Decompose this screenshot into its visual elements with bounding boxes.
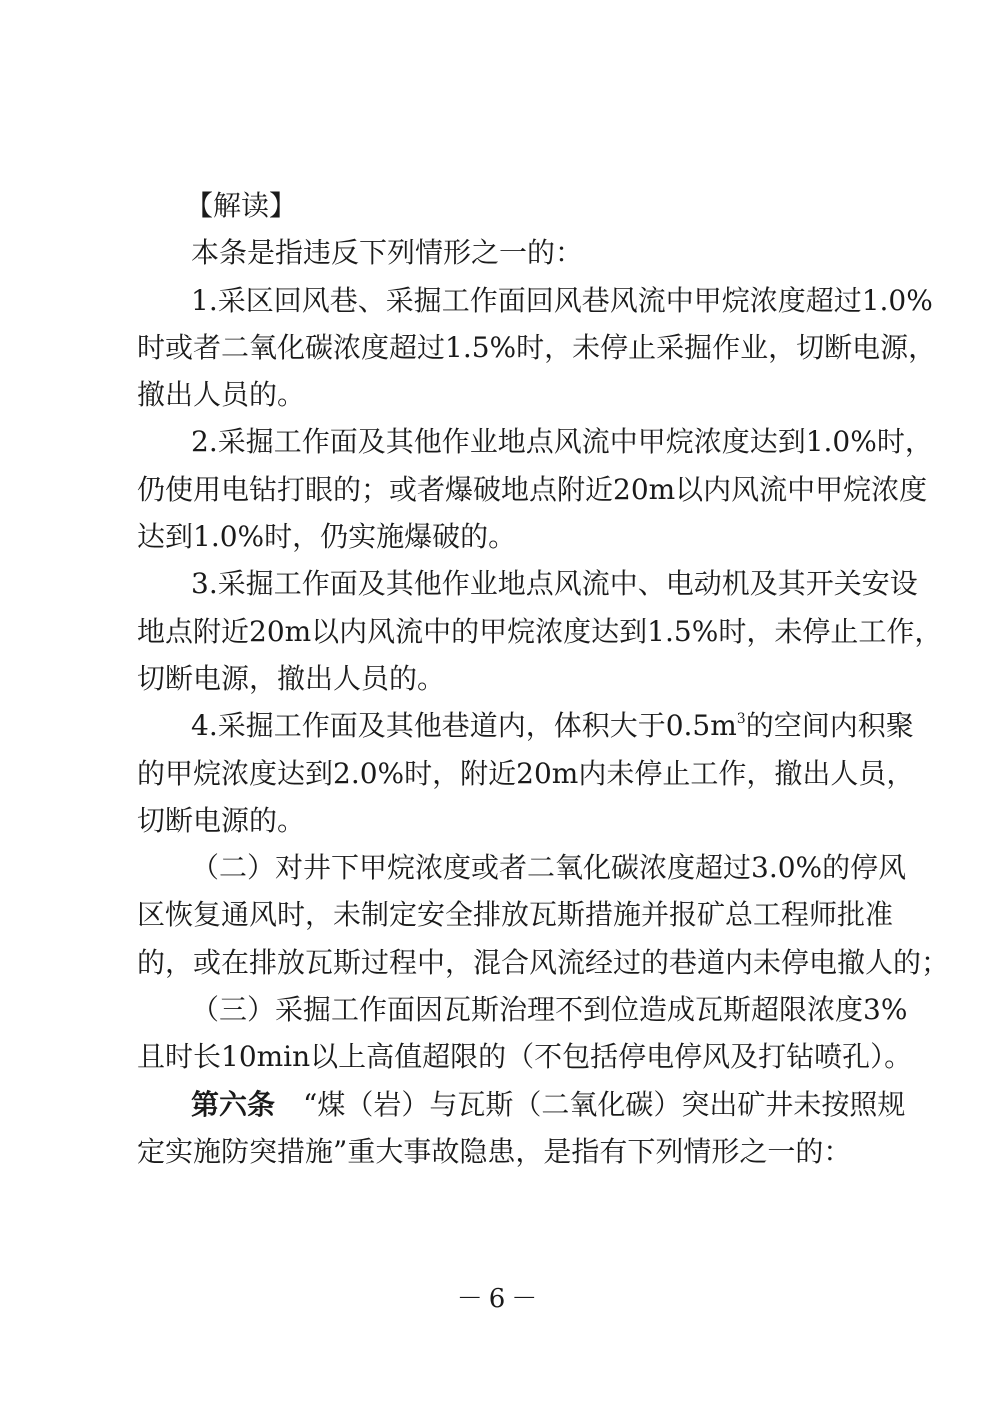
article6-line2: 定实施防突措施”重大事故隐患，是指有下列情形之一的： [137,1134,852,1168]
item4-line3: 切断电源的。 [137,803,306,837]
item4-line1-before: 4.采掘工作面及其他巷道内，体积大于0.5m [191,709,737,743]
item2-line1: 2.采掘工作面及其他作业地点风流中甲烷浓度达到1.0%时， [191,425,933,459]
clause2-line1: （二）对井下甲烷浓度或者二氧化碳浓度超过3.0%的停风 [191,851,907,885]
item4-line1 [137,702,914,749]
item3-line2: 地点附近20m以内风流中的甲烷浓度达到1.5%时，未停止工作， [137,614,943,648]
cubic-superscript: 3 [736,711,746,728]
clause3-line1: （三）采掘工作面因瓦斯治理不到位造成瓦斯超限浓度3% [191,993,908,1027]
item2-line3: 达到1.0%时，仍实施爆破的。 [137,520,517,554]
item1-line1: 1.采区回风巷、采掘工作面回风巷风流中甲烷浓度超过1.0% [191,283,933,317]
item4-line2: 的甲烷浓度达到2.0%时，附近20m内未停止工作，撤出人员， [137,756,915,790]
clause2-line2: 区恢复通风时，未制定安全排放瓦斯措施并报矿总工程师批准 [137,898,894,932]
clause3-line2: 且时长10min以上高值超限的（不包括停电停风及打钻喷孔）。 [137,1040,913,1074]
item2-line2: 仍使用电钻打眼的；或者爆破地点附近20m以内风流中甲烷浓度 [137,472,928,506]
article6-label: 第六条 [191,1087,276,1121]
item4-line1-after: 的空间内积聚 [745,709,914,743]
intro-line: 本条是指违反下列情形之一的： [191,236,584,270]
article6-line1-text: “煤（岩）与瓦斯（二氧化碳）突出矿井未按照规 [303,1087,906,1121]
item3-line3: 切断电源，撤出人员的。 [137,661,446,695]
clause2-line3: 的，或在排放瓦斯过程中，混合风流经过的巷道内未停电撤人的； [137,945,950,979]
page-number: －6－ [456,1284,544,1314]
item3-line1: 3.采掘工作面及其他作业地点风流中、电动机及其开关安设 [191,567,918,601]
interpretation-heading: 【解读】 [185,189,298,222]
item1-line3: 撤出人员的。 [137,378,306,412]
document-body [137,182,950,1175]
item1-line2: 时或者二氧化碳浓度超过1.5%时，未停止采掘作业，切断电源， [137,330,937,364]
article6-line1 [137,1081,906,1128]
